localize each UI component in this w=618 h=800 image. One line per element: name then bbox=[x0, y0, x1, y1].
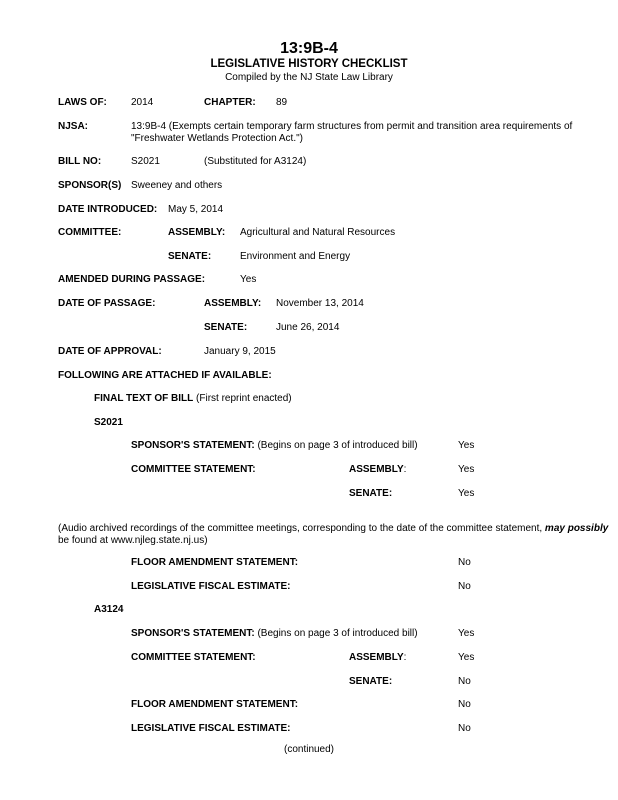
final-text-note: (First reprint enacted) bbox=[193, 393, 292, 404]
s2021-sponsor-statement bbox=[131, 440, 418, 452]
a3124-committee-assembly-label: ASSEMBLY bbox=[349, 652, 404, 663]
a3124-fiscal-estimate-label: LEGISLATIVE FISCAL ESTIMATE: bbox=[131, 723, 291, 734]
a3124-floor-amendment-value: No bbox=[458, 699, 471, 710]
compiled-by: Compiled by the NJ State Law Library bbox=[225, 72, 393, 83]
audio-note-text: (Audio archived recordings of the committee meetings, corresponding to the date of the committee statement, bbox=[58, 523, 545, 534]
a3124-committee-senate-value: No bbox=[458, 676, 471, 687]
s2021-sponsor-statement-note: (Begins on page 3 of introduced bill) bbox=[254, 440, 418, 451]
approval-value: January 9, 2015 bbox=[204, 346, 276, 357]
s2021-committee-assembly-label: ASSEMBLY bbox=[349, 464, 404, 475]
committee-senate-value: Environment and Energy bbox=[240, 251, 351, 262]
chapter-value: 89 bbox=[276, 97, 288, 108]
a3124-sponsor-statement-value: Yes bbox=[458, 628, 475, 639]
s2021-committee-senate-value: Yes bbox=[458, 488, 475, 499]
a3124-sponsor-statement bbox=[131, 628, 418, 640]
a3124-committee-assembly bbox=[349, 652, 406, 664]
s2021-fiscal-estimate-label: LEGISLATIVE FISCAL ESTIMATE: bbox=[131, 581, 291, 592]
s2021-committee-senate-label: SENATE: bbox=[349, 488, 393, 499]
sponsors-value: Sweeney and others bbox=[131, 180, 223, 191]
a3124-fiscal-estimate-value: No bbox=[458, 723, 471, 734]
committee-label: COMMITTEE: bbox=[58, 227, 122, 238]
laws-of-year: 2014 bbox=[131, 97, 154, 108]
committee-assembly-label: ASSEMBLY: bbox=[168, 227, 226, 238]
a3124-sponsor-statement-label: SPONSOR'S STATEMENT: bbox=[131, 628, 255, 639]
audio-note-emphasis: may possibly bbox=[544, 523, 609, 534]
a3124-floor-amendment-label: FLOOR AMENDMENT STATEMENT: bbox=[131, 699, 299, 710]
a3124-committee-senate-label: SENATE: bbox=[349, 676, 393, 687]
a3124-committee-statement-label: COMMITTEE STATEMENT: bbox=[131, 652, 256, 663]
njsa-line-1: 13:9B-4 (Exempts certain temporary farm structures from permit and transition area requirements of bbox=[131, 121, 573, 132]
final-text-label: FINAL TEXT OF BILL bbox=[94, 393, 194, 404]
final-text-row bbox=[94, 393, 292, 405]
bill-no-value: S2021 bbox=[131, 156, 160, 167]
s2021-committee-assembly-colon: : bbox=[403, 464, 407, 475]
chapter-label: CHAPTER: bbox=[204, 97, 256, 108]
date-introduced-label: DATE INTRODUCED: bbox=[58, 204, 158, 215]
s2021-floor-amendment-value: No bbox=[458, 557, 471, 568]
njsa-label: NJSA: bbox=[58, 121, 89, 132]
sponsors-label: SPONSOR(S) bbox=[58, 180, 122, 191]
bill-no-note: (Substituted for A3124) bbox=[204, 156, 307, 167]
bill-no-label: BILL NO: bbox=[58, 156, 102, 167]
s2021-committee-assembly bbox=[349, 464, 406, 476]
laws-of-label: LAWS OF: bbox=[58, 97, 107, 108]
page-subtitle: LEGISLATIVE HISTORY CHECKLIST bbox=[210, 58, 408, 70]
attached-label: FOLLOWING ARE ATTACHED IF AVAILABLE: bbox=[58, 370, 272, 381]
passage-senate-value: June 26, 2014 bbox=[276, 322, 340, 333]
a3124-committee-assembly-colon: : bbox=[403, 652, 407, 663]
s2021-sponsor-statement-value: Yes bbox=[458, 440, 475, 451]
s2021-heading: S2021 bbox=[94, 417, 123, 428]
committee-senate-label: SENATE: bbox=[168, 251, 212, 262]
committee-assembly-value: Agricultural and Natural Resources bbox=[240, 227, 396, 238]
audio-note-line-1 bbox=[58, 523, 608, 535]
passage-label: DATE OF PASSAGE: bbox=[58, 298, 156, 309]
passage-senate-label: SENATE: bbox=[204, 322, 248, 333]
audio-note-line-2: be found at www.njleg.state.nj.us) bbox=[58, 535, 208, 546]
s2021-floor-amendment-label: FLOOR AMENDMENT STATEMENT: bbox=[131, 557, 299, 568]
a3124-committee-assembly-value: Yes bbox=[458, 652, 475, 663]
passage-assembly-value: November 13, 2014 bbox=[276, 298, 364, 309]
a3124-sponsor-statement-note: (Begins on page 3 of introduced bill) bbox=[254, 628, 418, 639]
continued-note: (continued) bbox=[283, 744, 335, 755]
a3124-heading: A3124 bbox=[94, 604, 124, 615]
s2021-committee-assembly-value: Yes bbox=[458, 464, 475, 475]
date-introduced-value: May 5, 2014 bbox=[168, 204, 224, 215]
approval-label: DATE OF APPROVAL: bbox=[58, 346, 162, 357]
passage-assembly-label: ASSEMBLY: bbox=[204, 298, 262, 309]
s2021-fiscal-estimate-value: No bbox=[458, 581, 471, 592]
s2021-sponsor-statement-label: SPONSOR'S STATEMENT: bbox=[131, 440, 255, 451]
amended-value: Yes bbox=[240, 274, 257, 285]
s2021-committee-statement-label: COMMITTEE STATEMENT: bbox=[131, 464, 256, 475]
amended-label: AMENDED DURING PASSAGE: bbox=[58, 274, 206, 285]
njsa-line-2: "Freshwater Wetlands Protection Act.") bbox=[131, 133, 303, 144]
page-title: 13:9B-4 bbox=[280, 40, 338, 57]
